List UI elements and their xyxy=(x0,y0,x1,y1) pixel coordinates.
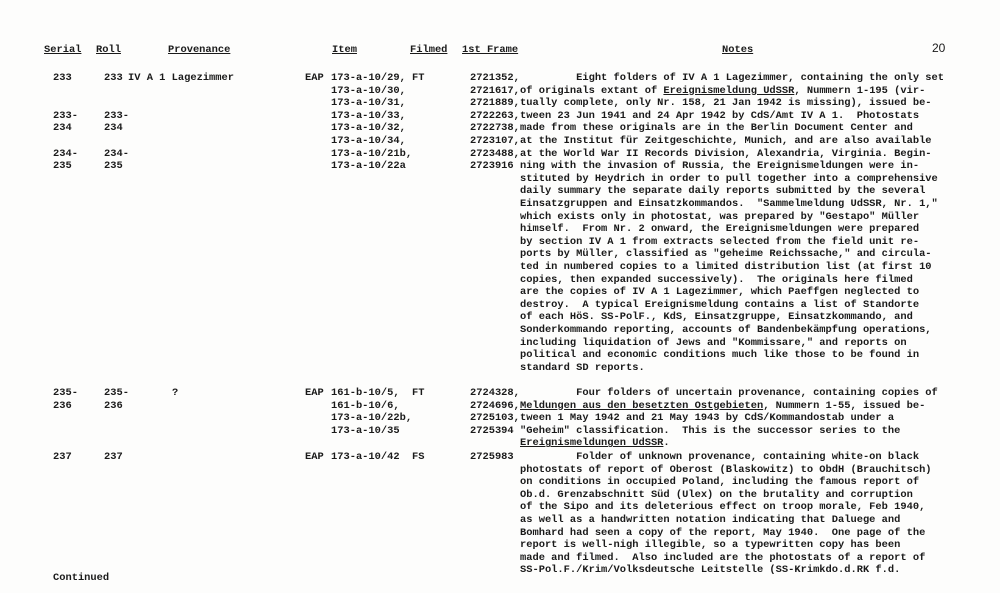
notes-line xyxy=(520,501,925,514)
frame-cell: 2722738, xyxy=(470,122,520,135)
item-cell: 173-a-10/32, xyxy=(331,122,406,135)
notes-line xyxy=(520,173,938,186)
filmed-cell: FS xyxy=(412,451,425,463)
notes-line xyxy=(520,248,932,261)
notes-text: Bomhard had seen a copy of the report, May 1940. One page of the xyxy=(520,526,926,539)
underlined-title: Meldungen aus den besetzten Ostgebieten xyxy=(520,399,764,412)
serial-cell: 234- xyxy=(53,147,78,160)
filmed-cell: FT xyxy=(412,387,425,399)
roll-cell: 233 xyxy=(104,72,123,84)
header-first-frame: 1st Frame xyxy=(462,44,519,56)
header-provenance: Provenance xyxy=(168,44,231,56)
notes-text: SS-Pol.F./Krim/Volksdeutsche Leitstelle (SS-Krimkdo.d.RK f.d. xyxy=(520,564,901,577)
serial-cell: 233- xyxy=(53,109,78,122)
notes-line xyxy=(520,160,919,173)
header-notes: Notes xyxy=(722,44,754,56)
item-cell: 173-a-10/34, xyxy=(331,135,406,147)
notes-line xyxy=(520,437,670,450)
header-serial: Serial xyxy=(44,44,82,56)
notes-text: as well as a handwritten notation indicating that Daluege and xyxy=(520,514,901,526)
notes-line xyxy=(520,552,925,565)
notes-line xyxy=(520,135,932,148)
notes-line xyxy=(520,223,919,236)
item-cell: 173-a-10/29, xyxy=(331,72,406,84)
item-cell: 173-a-10/22b, xyxy=(331,412,413,425)
notes-line xyxy=(520,337,907,350)
frame-cell: 2725103, xyxy=(470,412,520,425)
notes-line xyxy=(520,412,894,425)
frame-cell: 2723488, xyxy=(470,147,520,160)
notes-line xyxy=(520,514,900,527)
notes-line xyxy=(520,148,932,161)
notes-text: are the copies of IV A 1 Lagezimmer, which Paeffgen neglected to xyxy=(520,286,920,299)
notes-text: tually complete, only Nr. 158, 21 Jan 1942 is missing), issued be- xyxy=(520,97,932,110)
notes-text: at the World War II Records Division, Alexandria, Virginia. Begin- xyxy=(520,147,932,160)
frame-cell: 2725394 xyxy=(470,424,514,437)
serial-cell: 237 xyxy=(53,451,72,463)
notes-text: tween 1 May 1942 and 21 May 1943 by CdS/Kommandostab under a xyxy=(520,412,895,425)
notes-text: tween 23 Jun 1941 and 24 Apr 1942 by CdS/Amt IV A 1. Photostats xyxy=(520,109,920,122)
item-cell: 173-a-10/33, xyxy=(331,109,406,122)
frame-cell: 2723107, xyxy=(470,135,520,147)
notes-line xyxy=(520,564,900,577)
roll-cell: 234 xyxy=(104,122,123,135)
notes-line xyxy=(520,97,932,110)
item-cell: 173-a-10/35 xyxy=(331,424,400,437)
notes-text: made from these originals are in the Berlin Document Center and xyxy=(520,122,913,135)
notes-text: Four folders of uncertain provenance, containing copies of xyxy=(520,387,938,399)
notes-text: on conditions in occupied Poland, including the famous report of xyxy=(520,476,920,489)
provenance-cell: ? xyxy=(172,387,179,399)
notes-text: Einsatzgruppen and Einsatzkommandos. "Sammelmeldung UdSSR, Nr. 1," xyxy=(520,198,938,210)
notes-line xyxy=(520,122,913,135)
notes-line xyxy=(520,85,925,98)
roll-cell: 234- xyxy=(104,147,129,160)
notes-text: stituted by Heydrich in order to pull together into a comprehensive xyxy=(520,172,938,185)
notes-line xyxy=(520,387,938,400)
item-prefix: EAP xyxy=(305,387,324,399)
notes-text: of the Sipo and its deleterious effect on troop morale, Feb 1940, xyxy=(520,501,926,514)
notes-text: of each HöS. SS-PolF., KdS, Einsatzgruppe, Einsatzkommando, and xyxy=(520,311,913,324)
notes-line xyxy=(520,527,925,540)
notes-text: political and economic conditions much like those to be found in xyxy=(520,349,920,362)
roll-cell: 233- xyxy=(104,109,129,122)
page-number: 20 xyxy=(932,41,946,55)
item-cell: 173-a-10/42 xyxy=(331,451,400,463)
frame-cell: 2722263, xyxy=(470,109,520,122)
roll-cell: 235 xyxy=(104,160,123,173)
provenance-cell: IV A 1 Lagezimmer xyxy=(128,72,235,84)
frame-cell: 2721889, xyxy=(470,97,520,110)
notes-text: . xyxy=(663,437,670,450)
item-prefix: EAP xyxy=(305,451,324,463)
notes-line xyxy=(520,198,938,211)
item-cell: 173-a-10/21b, xyxy=(331,147,413,160)
serial-cell: 235- xyxy=(53,387,78,399)
notes-text: ports by Müller, classified as "geheime Reichssache," and circula- xyxy=(520,248,932,261)
notes-line xyxy=(520,324,932,337)
notes-line xyxy=(520,299,919,312)
notes-text: Eight folders of IV A 1 Lagezimmer, containing the only set xyxy=(520,72,945,84)
notes-line xyxy=(520,72,944,85)
notes-text: , Nummern 1-55, issued be- xyxy=(763,399,926,412)
notes-line xyxy=(520,464,932,477)
continued-footer: Continued xyxy=(53,572,110,584)
serial-cell: 234 xyxy=(53,122,72,135)
frame-cell: 2725983 xyxy=(470,451,514,463)
item-cell: 161-b-10/6, xyxy=(331,399,400,412)
notes-line xyxy=(520,211,919,224)
notes-text: himself. From Nr. 2 onward, the Ereignismeldungen were prepared xyxy=(520,223,920,236)
notes-text: including liquidation of Jews and "Kommissare," and reports on xyxy=(520,336,907,349)
notes-line xyxy=(520,425,900,438)
frame-cell: 2721352, xyxy=(470,72,520,84)
roll-cell: 235- xyxy=(104,387,129,399)
notes-line xyxy=(520,451,919,464)
item-cell: 173-a-10/31, xyxy=(331,97,406,110)
notes-text: daily summary the separate daily reports submitted by the several xyxy=(520,185,926,198)
notes-text: Sonderkommando reporting, accounts of Bandenbekämpfung operations, xyxy=(520,324,932,336)
notes-text: report is well-nigh illegible, so a typewritten copy has been xyxy=(520,539,901,552)
roll-cell: 236 xyxy=(104,399,123,412)
serial-cell: 233 xyxy=(53,72,72,84)
underlined-title: Ereignismeldungen UdSSR xyxy=(520,437,664,450)
notes-line xyxy=(520,236,919,249)
item-prefix: EAP xyxy=(305,72,324,84)
notes-line xyxy=(520,286,919,299)
notes-text: destroy. A typical Ereignismeldung contains a list of Standorte xyxy=(520,298,920,311)
header-filmed: Filmed xyxy=(410,44,448,56)
notes-text: which exists only in photostat, was prepared by "Gestapo" Müller xyxy=(520,210,920,223)
serial-cell: 235 xyxy=(53,160,72,173)
item-cell: 173-a-10/30, xyxy=(331,84,406,97)
frame-cell: 2724696, xyxy=(470,399,520,412)
frame-cell: 2724328, xyxy=(470,387,520,399)
notes-text: by section IV A 1 from extracts selected from the field unit re- xyxy=(520,235,920,248)
notes-text: Folder of unknown provenance, containing white-on black xyxy=(520,451,920,463)
notes-line xyxy=(520,400,925,413)
notes-text: copies, then expanded successively). The originals here filmed xyxy=(520,273,913,286)
notes-line xyxy=(520,476,919,489)
item-cell: 173-a-10/22a xyxy=(331,160,406,173)
notes-line xyxy=(520,274,913,287)
frame-cell: 2723916 xyxy=(470,160,514,173)
notes-text: ning with the invasion of Russia, the Ereignismeldungen were in- xyxy=(520,160,920,173)
notes-text: photostats of report of Oberost (Blaskowitz) to ObdH (Brauchitsch) xyxy=(520,463,932,476)
filmed-cell: FT xyxy=(412,72,425,84)
underlined-title: Ereignismeldung UdSSR xyxy=(663,84,795,97)
notes-line xyxy=(520,489,913,502)
serial-cell: 236 xyxy=(53,399,72,412)
frame-cell: 2721617, xyxy=(470,84,520,97)
notes-line xyxy=(520,539,900,552)
notes-text: Ob.d. Grenzabschnitt Süd (Ulex) on the brutality and corruption xyxy=(520,488,913,501)
notes-text: "Geheim" classification. This is the successor series to the xyxy=(520,424,901,437)
notes-line xyxy=(520,349,919,362)
notes-line xyxy=(520,110,919,123)
item-cell: 161-b-10/5, xyxy=(331,387,400,399)
notes-line xyxy=(520,261,932,274)
header-item: Item xyxy=(332,44,357,56)
notes-text: at the Institut für Zeitgeschichte, Munich, and are also available xyxy=(520,135,932,147)
notes-text: , Nummern 1-195 (vir- xyxy=(794,84,926,97)
notes-text: of originals extant of xyxy=(520,84,664,97)
notes-line xyxy=(520,311,913,324)
header-roll: Roll xyxy=(96,44,121,56)
notes-text: standard SD reports. xyxy=(520,361,645,374)
notes-text: ted in numbered copies to a limited distribution list (at first 10 xyxy=(520,261,932,273)
roll-cell: 237 xyxy=(104,451,123,463)
notes-line xyxy=(520,362,645,375)
notes-text: made and filmed. Also included are the photostats of a report of xyxy=(520,551,926,564)
notes-line xyxy=(520,185,925,198)
